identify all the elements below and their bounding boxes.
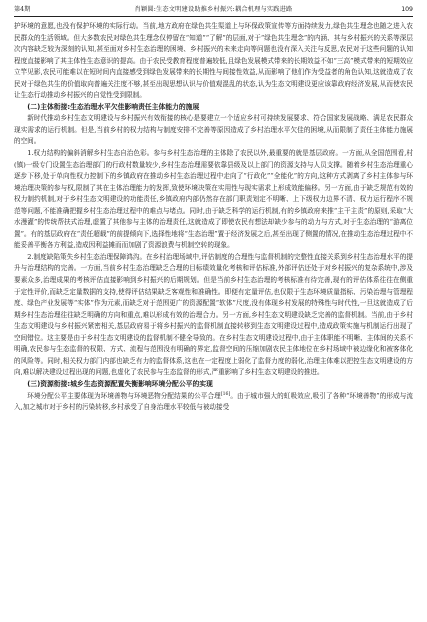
paragraph-text-continued: 。由于城市强大的虹吸效应,吸引了各种“环境善物”的形成与流入,加之城市对于乡村的污染转移,乡村承受了自身治理水平较低与被动接受	[14, 391, 413, 412]
section-heading	[14, 379, 413, 391]
paragraph-text: (二)主体衔接:生态治理水平欠佳影响责任主体能力的施展	[27, 102, 200, 111]
paragraph-text: (三)资源衔接:城乡生态资源配置失衡影响环境分配公平的实现	[27, 379, 213, 388]
body-text	[14, 21, 413, 414]
paragraph-text: 护环境的意愿,也没有保护环境的实际行动。当前,地方政府在绿色共生渠道上与环保政策宣传等方面持续发力,绿色共生理念也随之进入农民群众的生活领域。但大多数农民对绿色共生理念仅停留在“知道”“了解”的层面,对于“绿色共生理念”的内涵、其与乡村振兴的关系等深层次内容缺乏较为深刻的认知,甚至面对乡村生态治理的困境、乡村振兴的未来走向等问题也没有深入关注与反思,农民对于这些问题的认知程度直接影响了其主体性生态意识的提高。由于农民受教育程度普遍较低,且绿色发展模式带来的长期效益不如“三高”模式带来的短期效应立竿见影,农民可能难以在短时间内直接感受到绿色发展带来的长期性与间接性效益,从而影响了他们作为受益者的角色认知,这就造成了农民对于绿色共生的价值取向普遍关注度不够,甚至出现思想认识与价值观混乱的状态,认为生态文明建设更应该靠政府经济发展,从而使农民让生态行动推动乡村振兴的自觉性受到限制。	[14, 22, 413, 100]
paragraph	[14, 252, 413, 379]
paragraph-text: 新时代推动乡村生态文明建设与乡村振兴有效衔接的核心是要建立一个适应乡村可持续发展要求、符合国家发展战略、满足农民群众现实需求的运行机制。但是,当前乡村的权力结构与制度安排不完善等原因造成了乡村治理水平欠佳的困境,从而限制了责任主体能力施展的空间。	[14, 114, 413, 146]
issue-number: 第4期	[14, 6, 31, 13]
paragraph-text: 1.权力结构的偏斜消解乡村生态自治色彩。参与乡村生态治理的主体除了农民以外,最重要的就是基层政府。一方面,从全国范围看,村(镇)一级专门设置生态治理部门的行政村数量较少,乡村生态治理需要依靠县级及以上部门的资源支持与人员支撑。随着乡村生态治理重心逐步下移,处于单向性权力控制下的乡镇政府在推动乡村生态治理过程中走向了“行政化”“全能化”的方向,这种方式剥离了乡村主体参与环境治理决策的参与权,限制了其在主体治理能力的发挥,致使环境决策在实用性与现实需求上形成效能偏移。另一方面,由于缺乏规范有效的权力制约机制,对于乡村生态文明建设的功能责任,乡镇政府内部仍然存在部门职责划定不明晰、上下级权力边界不清、权力运行程序不规范等问题,不能准确把握乡村生态治理过程中的难点与堵点。同时,由于缺乏科学的运行机制,有的乡镇政府来推“主干主责”的原则,采取“大水漫灌”的传统帮扶式治理,虚置了其他参与主体的治理责任,这就造成了即使农民有想法却缺少参与的动力与方式,对于生态治理的“游离位置”。有的基层政府在“责任超载”的前提倾向下,选择性地将“生态治理”置于经济发展之后,甚至出现了侧置的情况,在推动生态治理过程中不能妥善平衡各方利益,造成因利益摊而而加剧了资源浪费与机制空转的现象。	[14, 149, 413, 250]
running-title: 肖颖圆:生态文明建设助推乡村振兴:耦合机理与实践进路	[134, 6, 293, 13]
page-number: 109	[401, 6, 413, 13]
paragraph-text: 环境分配公平主要体现为环境善物与环境恶物分配结果的公平合理	[27, 391, 221, 400]
paragraph-text: 2.制度缺陷策失乡村生态治理保障鸿沟。在乡村治理场域中,评估制度的合理性与监督机制的完整性直接关系到乡村生态治理水平的提升与治理结构的完善。一方面,当前乡村生态治理缺乏合理的目标绩效量化考核和评估标准,外部评估还处于对乡村振兴的复杂系统中,涉及要素众多,治理成果的考核评估直接影响到乡村振兴的后期规划。但是当前乡村生态治理的考核标准有待完善,现有的评估体系往往在侧重于定性评价,而缺乏定量数据的支持,使得评估结果缺乏客观性和准确性。即便有定量评估,也仅限于生态环境质量指标、污染治理与管理程度、绿色产业发展等“实体”作为元素,而缺乏对于范围更广的资源配置“软体”尺度,没有体现乡村发展的特殊性与时代性,一旦这就造成了后期乡村生态治理往往缺乏明确的方向和重点,难以形成有效的治理合力。另一方面,乡村生态文明建设缺乏完善的监督机制。当前,由于乡村生态文明建设与乡村振兴紧密相关,基层政府易于将乡村振兴的监督机制直接转移到生态文明建设过程中,造成政策实施与机制运行出现了空间错位。这主要是由于乡村生态文明建设的监督机制不健全导致的。在乡村生态文明建设过程中,由于主体职能不明晰、主体间的关系不明确,农民参与生态监督的权限、方式、流程与范围没有明确的界定,监督空间的压缩加剧农民主体地位在乡村场域中被边缘化和被客体化的风险等。同时,相关权力部门内部也缺乏有力的监督体系,这也在一定程度上弱化了监督力度的弱化,治理主体难以把控生态文明建设的方向,难以解决建设过程出现的问题,也虚化了农民参与生态监督的形式,严重影响了乡村生态文明建设的推进。	[14, 252, 413, 377]
citation-marker: [16]	[220, 391, 231, 397]
paragraph	[14, 391, 413, 414]
running-header	[14, 3, 413, 17]
paragraph	[14, 21, 413, 102]
paragraph	[14, 113, 413, 148]
section-heading	[14, 102, 413, 114]
paragraph	[14, 148, 413, 252]
